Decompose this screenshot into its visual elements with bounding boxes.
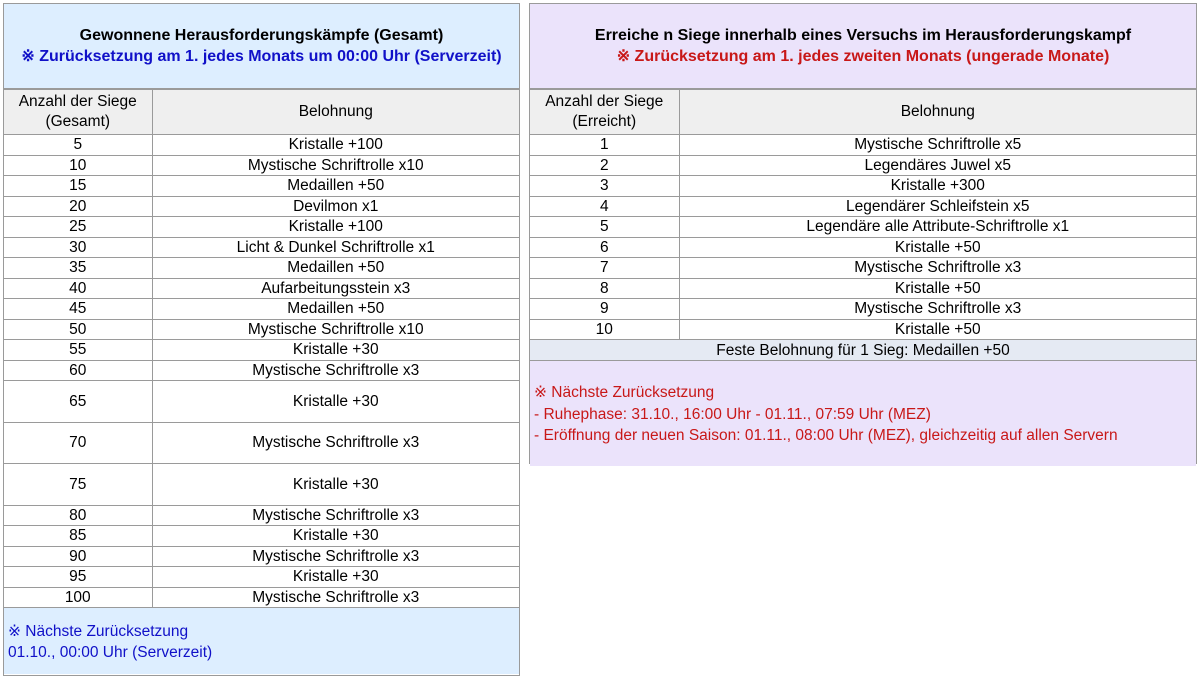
reward-cell: Kristalle +300 bbox=[679, 176, 1196, 197]
reward-cell: Mystische Schriftrolle x3 bbox=[152, 587, 519, 608]
reward-cell: Mystische Schriftrolle x3 bbox=[679, 299, 1196, 320]
column-header-wins: Anzahl der Siege (Erreicht) bbox=[530, 90, 679, 135]
wins-cell: 8 bbox=[530, 278, 679, 299]
table-row bbox=[4, 505, 519, 526]
table-row bbox=[4, 319, 519, 340]
reward-cell: Legendäres Juwel x5 bbox=[679, 155, 1196, 176]
reward-cell: Kristalle +50 bbox=[679, 237, 1196, 258]
reward-cell: Kristalle +30 bbox=[152, 567, 519, 588]
reward-cell: Mystische Schriftrolle x5 bbox=[679, 135, 1196, 156]
table-header-row bbox=[4, 90, 519, 135]
season-opening-line: - Eröffnung der neuen Saison: 01.11., 08:00 Uhr (MEZ), gleichzeitig auf allen Servern bbox=[534, 427, 1118, 444]
table-row bbox=[530, 217, 1196, 238]
reward-cell: Mystische Schriftrolle x3 bbox=[679, 258, 1196, 279]
reward-cell: Kristalle +50 bbox=[679, 319, 1196, 340]
table-row bbox=[4, 546, 519, 567]
wins-cell: 100 bbox=[4, 587, 152, 608]
rest-phase-line: - Ruhephase: 31.10., 16:00 Uhr - 01.11., 07:59 Uhr (MEZ) bbox=[534, 405, 931, 423]
wins-cell: 25 bbox=[4, 217, 152, 238]
next-reset-heading: ※ Nächste Zurücksetzung bbox=[8, 623, 189, 640]
next-reset-heading: ※ Nächste Zurücksetzung bbox=[534, 384, 715, 401]
column-header-wins: Anzahl der Siege (Gesamt) bbox=[4, 90, 152, 135]
table-row bbox=[530, 299, 1196, 320]
reward-cell: Devilmon x1 bbox=[152, 196, 519, 217]
table-row bbox=[4, 360, 519, 381]
reward-cell: Mystische Schriftrolle x3 bbox=[152, 505, 519, 526]
reward-cell: Kristalle +30 bbox=[152, 526, 519, 547]
single-run-rows bbox=[530, 135, 1196, 361]
wins-cell: 5 bbox=[530, 217, 679, 238]
total-wins-panel bbox=[3, 3, 520, 676]
reward-cell: Mystische Schriftrolle x3 bbox=[152, 546, 519, 567]
table-row bbox=[4, 526, 519, 547]
reward-cell: Mystische Schriftrolle x10 bbox=[152, 155, 519, 176]
table-row bbox=[530, 155, 1196, 176]
table-row bbox=[4, 135, 519, 156]
single-run-reset-note: ※ Zurücksetzung am 1. jedes zweiten Monats (ungerade Monate) bbox=[616, 48, 1110, 65]
reward-cell: Medaillen +50 bbox=[152, 258, 519, 279]
total-wins-rows bbox=[4, 135, 519, 608]
wins-cell: 65 bbox=[4, 381, 152, 423]
wins-cell: 10 bbox=[4, 155, 152, 176]
table-row bbox=[4, 278, 519, 299]
reward-cell: Licht & Dunkel Schriftrolle x1 bbox=[152, 237, 519, 258]
table-row bbox=[530, 237, 1196, 258]
table-row bbox=[4, 381, 519, 423]
reward-cell: Mystische Schriftrolle x10 bbox=[152, 319, 519, 340]
reward-cell: Medaillen +50 bbox=[152, 176, 519, 197]
table-row bbox=[530, 176, 1196, 197]
table-row bbox=[4, 217, 519, 238]
single-run-header bbox=[530, 4, 1196, 89]
wins-cell: 50 bbox=[4, 319, 152, 340]
table-row bbox=[4, 587, 519, 608]
wins-cell: 90 bbox=[4, 546, 152, 567]
wins-cell: 30 bbox=[4, 237, 152, 258]
table-row bbox=[4, 422, 519, 464]
table-row bbox=[4, 464, 519, 506]
wins-cell: 7 bbox=[530, 258, 679, 279]
table-row bbox=[4, 196, 519, 217]
reward-cell: Legendärer Schleifstein x5 bbox=[679, 196, 1196, 217]
table-row bbox=[4, 340, 519, 361]
wins-cell: 20 bbox=[4, 196, 152, 217]
single-run-title: Erreiche n Siege innerhalb eines Versuchs im Herausforderungskampf bbox=[594, 27, 1132, 44]
reward-cell: Legendäre alle Attribute-Schriftrolle x1 bbox=[679, 217, 1196, 238]
table-row bbox=[530, 258, 1196, 279]
reward-cell: Mystische Schriftrolle x3 bbox=[152, 360, 519, 381]
table-row bbox=[4, 299, 519, 320]
wins-cell: 55 bbox=[4, 340, 152, 361]
single-run-panel bbox=[529, 3, 1197, 464]
wins-cell: 80 bbox=[4, 505, 152, 526]
reward-cell: Kristalle +30 bbox=[152, 340, 519, 361]
table-row bbox=[530, 196, 1196, 217]
single-run-next-reset bbox=[530, 361, 1196, 466]
next-reset-time: 01.10., 00:00 Uhr (Serverzeit) bbox=[8, 644, 213, 661]
reward-cell: Kristalle +100 bbox=[152, 217, 519, 238]
wins-cell: 6 bbox=[530, 237, 679, 258]
wins-cell: 15 bbox=[4, 176, 152, 197]
table-row bbox=[4, 567, 519, 588]
wins-cell: 5 bbox=[4, 135, 152, 156]
wins-cell: 3 bbox=[530, 176, 679, 197]
reward-cell: Kristalle +100 bbox=[152, 135, 519, 156]
wins-cell: 40 bbox=[4, 278, 152, 299]
wins-cell: 4 bbox=[530, 196, 679, 217]
fixed-reward-row bbox=[530, 340, 1196, 361]
table-row bbox=[530, 319, 1196, 340]
wins-cell: 35 bbox=[4, 258, 152, 279]
wins-cell: 70 bbox=[4, 422, 152, 464]
wins-cell: 10 bbox=[530, 319, 679, 340]
wins-cell: 60 bbox=[4, 360, 152, 381]
table-row bbox=[4, 237, 519, 258]
fixed-reward-cell: Feste Belohnung für 1 Sieg: Medaillen +50 bbox=[530, 340, 1196, 361]
wins-cell: 75 bbox=[4, 464, 152, 506]
total-wins-reset-note: ※ Zurücksetzung am 1. jedes Monats um 00:00 Uhr (Serverzeit) bbox=[21, 48, 502, 65]
column-header-reward: Belohnung bbox=[679, 90, 1196, 135]
reward-cell: Kristalle +30 bbox=[152, 381, 519, 423]
single-run-table bbox=[530, 89, 1196, 361]
table-row bbox=[4, 258, 519, 279]
total-wins-header bbox=[4, 4, 519, 89]
total-wins-table bbox=[4, 89, 519, 608]
wins-cell: 95 bbox=[4, 567, 152, 588]
wins-cell: 2 bbox=[530, 155, 679, 176]
wins-cell: 9 bbox=[530, 299, 679, 320]
reward-cell: Kristalle +30 bbox=[152, 464, 519, 506]
wins-cell: 85 bbox=[4, 526, 152, 547]
wins-cell: 1 bbox=[530, 135, 679, 156]
column-header-reward: Belohnung bbox=[152, 90, 519, 135]
total-wins-title: Gewonnene Herausforderungskämpfe (Gesamt) bbox=[79, 27, 444, 44]
total-wins-next-reset bbox=[4, 608, 519, 674]
wins-cell: 45 bbox=[4, 299, 152, 320]
reward-cell: Medaillen +50 bbox=[152, 299, 519, 320]
reward-cell: Kristalle +50 bbox=[679, 278, 1196, 299]
reward-cell: Aufarbeitungsstein x3 bbox=[152, 278, 519, 299]
table-row bbox=[530, 135, 1196, 156]
table-row bbox=[4, 155, 519, 176]
table-row bbox=[4, 176, 519, 197]
table-header-row bbox=[530, 90, 1196, 135]
table-row bbox=[530, 278, 1196, 299]
reward-cell: Mystische Schriftrolle x3 bbox=[152, 422, 519, 464]
